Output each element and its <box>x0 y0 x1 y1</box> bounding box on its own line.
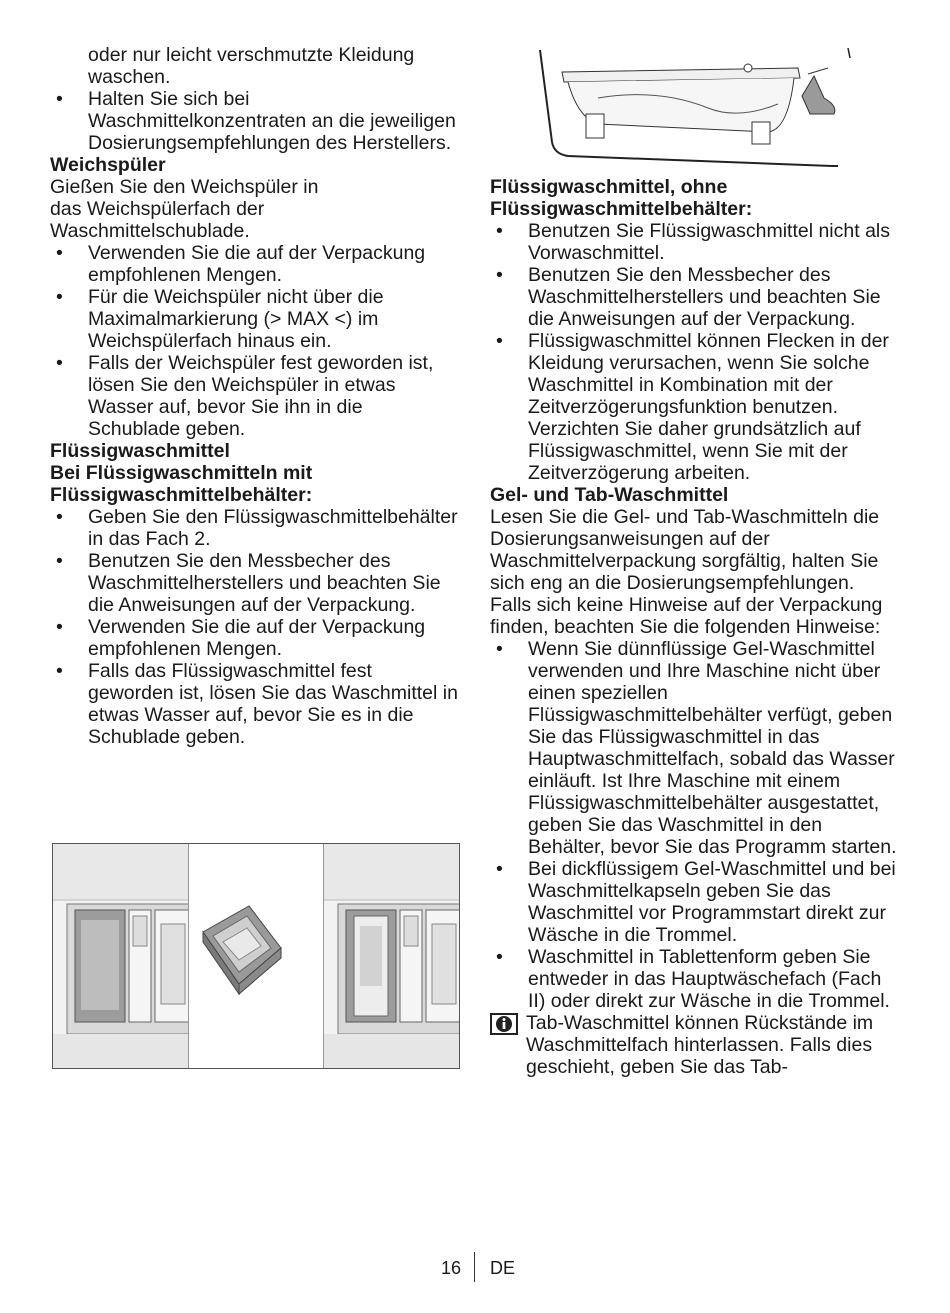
list-item: • Flüssigwaschmittel können Flecken in der Kleidung verursachen, wenn Sie solche Waschmittel in Kombination mit der Zeitverzögerungsfunktion benutzen. Verzichten Sie daher grundsätzlich auf Flüssigwaschmittel, wenn Sie mit der Zeitverzögerung arbeiten. <box>490 330 902 484</box>
list-item: • Geben Sie den Flüssigwaschmittelbehälter in das Fach 2. <box>50 506 460 550</box>
intro-continuation <box>50 44 460 88</box>
left-column <box>50 44 460 748</box>
liquid-bullet-list <box>50 506 460 748</box>
container-side-view-illustration <box>538 48 852 168</box>
list-item: • Verwenden Sie die auf der Verpackung empfohlenen Mengen. <box>50 616 460 660</box>
drawer-panel-with-container <box>324 844 459 1068</box>
language-code: DE <box>490 1258 516 1278</box>
list-item: • Verwenden Sie die auf der Verpackung empfohlenen Mengen. <box>50 242 460 286</box>
page-number: 16 <box>440 1258 461 1278</box>
list-item: • Falls das Flüssigwaschmittel fest geworden ist, lösen Sie das Waschmittel in etwas Wasser auf, bevor Sie es in die Schublade geben. <box>50 660 460 748</box>
right-column <box>490 176 902 1078</box>
info-icon <box>490 1013 518 1035</box>
subsection-heading-liquid-container: Bei Flüssigwaschmitteln mit Flüssigwaschmittelbehälter: <box>50 462 313 506</box>
list-item: • Für die Weichspüler nicht über die Maximalmarkierung (> MAX <) im Weichspülerfach hinaus ein. <box>50 286 460 352</box>
list-item: • Halten Sie sich bei Waschmittelkonzentraten an die jeweiligen Dosierungsempfehlungen des Herstellers. <box>50 88 460 154</box>
footer-separator <box>474 1252 475 1282</box>
list-item: • Benutzen Sie den Messbecher des Waschmittelherstellers und beachten Sie die Anweisungen auf der Verpackung. <box>490 264 902 330</box>
gel-tab-paragraph: Lesen Sie die Gel- und Tab-Waschmitteln die Dosierungsanweisungen auf der Waschmittelverpackung sorgfältig, halten Sie sich eng an die Dosierungsempfehlungen. Falls sich keine Hinweise auf der Verpackung finden, beachten Sie die folgenden Hinweise: <box>490 506 883 638</box>
section-heading-softener: Weichspüler <box>50 154 166 176</box>
softener-bullet-list <box>50 242 460 440</box>
list-item: • Benutzen Sie Flüssigwaschmittel nicht als Vorwaschmittel. <box>490 220 902 264</box>
drawer-open-image <box>53 844 189 1068</box>
drawer-with-container-image <box>324 844 459 1068</box>
intro-line: waschen. <box>88 66 171 88</box>
softener-paragraph: Gießen Sie den Weichspüler in das Weichspülerfach der Waschmittelschublade. <box>50 176 319 242</box>
no-container-bullet-list <box>490 220 902 484</box>
section-heading-gel-tab: Gel- und Tab-Waschmittel <box>490 484 729 506</box>
list-item: • Benutzen Sie den Messbecher des Waschmittelherstellers und beachten Sie die Anweisungen auf der Verpackung. <box>50 550 460 616</box>
section-heading-liquid-no-container: Flüssigwaschmittel, ohne Flüssigwaschmittelbehälter: <box>490 176 753 220</box>
list-item: • Waschmittel in Tablettenform geben Sie entweder in das Hauptwäschefach (Fach II) oder direkt zur Wäsche in die Trommel. <box>490 946 902 1012</box>
intro-bullet-list <box>50 88 460 154</box>
list-item: • Wenn Sie dünnflüssige Gel-Waschmittel verwenden und Ihre Maschine nicht über einen speziellen Flüssigwaschmittelbehälter verfügt, geben Sie das Flüssigwaschmittel in das Hauptwaschmittelfach, sobald das Wasser einläuft. Ist Ihre Maschine mit einem Flüssigwaschmittelbehälter ausgestattet, geben Sie das Waschmittel in den Behälter, bevor Sie das Programm starten. <box>490 638 902 858</box>
gel-tab-bullet-list <box>490 638 902 1012</box>
info-note-text: Tab-Waschmittel können Rückstände im Waschmittelfach hinterlassen. Falls dies geschieht, geben Sie das Tab- <box>526 1012 874 1078</box>
list-item: • Falls der Weichspüler fest geworden ist, lösen Sie den Weichspüler in etwas Wasser auf, bevor Sie ihn in die Schublade geben. <box>50 352 460 440</box>
list-item: • Bei dickflüssigem Gel-Waschmittel und bei Waschmittelkapseln geben Sie das Waschmittel vor Programmstart direkt zur Wäsche in die Trommel. <box>490 858 902 946</box>
drawer-panel-open <box>53 844 189 1068</box>
detergent-drawer-illustration <box>52 843 460 1069</box>
intro-line: oder nur leicht verschmutzte Kleidung <box>88 44 415 66</box>
liquid-container-panel <box>189 844 325 1068</box>
info-note <box>490 1012 902 1078</box>
section-heading-liquid: Flüssigwaschmittel <box>50 440 230 462</box>
liquid-container-image <box>189 844 290 1068</box>
